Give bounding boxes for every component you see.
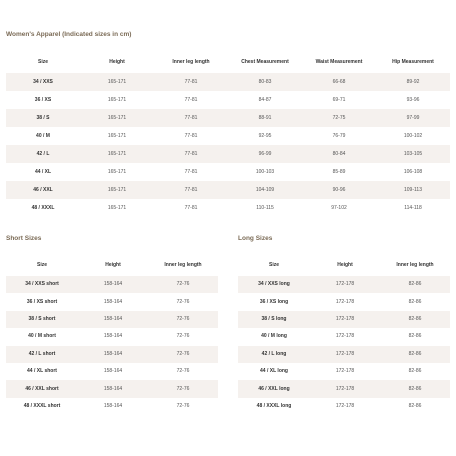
table-cell: 77-81 (154, 127, 228, 145)
table-row (6, 328, 218, 345)
column-header: Size (6, 255, 78, 276)
size-cell: 34 / XXS (6, 73, 80, 91)
table-cell: 158-164 (78, 293, 148, 310)
table-row (238, 346, 450, 363)
table-cell: 90-96 (302, 181, 376, 199)
size-cell: 36 / XS short (6, 293, 78, 310)
table-cell: 165-171 (80, 109, 154, 127)
short-size-table (6, 255, 218, 415)
table-cell: 100-103 (228, 163, 302, 181)
size-cell: 36 / XS (6, 91, 80, 109)
table-cell: 77-81 (154, 109, 228, 127)
table-cell: 77-81 (154, 91, 228, 109)
long-sizes-title: Long Sizes (238, 235, 273, 242)
table-cell: 84-87 (228, 91, 302, 109)
table-cell: 80-84 (302, 145, 376, 163)
table-cell: 82-86 (380, 380, 450, 397)
table-cell: 172-178 (310, 311, 380, 328)
table-row (6, 91, 450, 109)
table-row (6, 276, 218, 293)
table-row (6, 380, 218, 397)
table-row (6, 145, 450, 163)
table-cell: 89-92 (376, 73, 450, 91)
size-cell: 38 / S (6, 109, 80, 127)
column-header: Height (78, 255, 148, 276)
table-row (6, 363, 218, 380)
table-cell: 72-75 (302, 109, 376, 127)
table-cell: 172-178 (310, 276, 380, 293)
table-cell: 103-105 (376, 145, 450, 163)
table-cell: 76-79 (302, 127, 376, 145)
table-cell: 72-76 (148, 363, 218, 380)
size-cell: 34 / XXS short (6, 276, 78, 293)
long-table-body (238, 276, 450, 415)
column-header: Size (6, 51, 80, 73)
size-cell: 42 / L short (6, 346, 78, 363)
table-cell: 165-171 (80, 145, 154, 163)
table-cell: 165-171 (80, 199, 154, 217)
size-cell: 46 / XXL (6, 181, 80, 199)
short-table-body (6, 276, 218, 415)
table-row (238, 363, 450, 380)
column-header: Size (238, 255, 310, 276)
table-cell: 106-108 (376, 163, 450, 181)
table-row (238, 276, 450, 293)
table-cell: 77-81 (154, 145, 228, 163)
table-cell: 88-91 (228, 109, 302, 127)
table-row (6, 293, 218, 310)
table-row (238, 380, 450, 397)
size-cell: 40 / M short (6, 328, 78, 345)
table-row (238, 398, 450, 415)
size-cell: 36 / XS long (238, 293, 310, 310)
table-cell: 72-76 (148, 311, 218, 328)
column-header: Inner leg length (154, 51, 228, 73)
table-row (6, 346, 218, 363)
size-cell: 48 / XXXL long (238, 398, 310, 415)
table-cell: 69-71 (302, 91, 376, 109)
table-cell: 77-81 (154, 163, 228, 181)
column-header: Inner leg length (380, 255, 450, 276)
table-cell: 109-113 (376, 181, 450, 199)
table-cell: 77-81 (154, 73, 228, 91)
table-row (6, 181, 450, 199)
table-cell: 66-68 (302, 73, 376, 91)
column-header: Inner leg length (148, 255, 218, 276)
table-cell: 172-178 (310, 346, 380, 363)
column-header: Waist Measurement (302, 51, 376, 73)
table-cell: 165-171 (80, 181, 154, 199)
table-cell: 82-86 (380, 398, 450, 415)
table-cell: 72-76 (148, 276, 218, 293)
table-row (238, 293, 450, 310)
size-cell: 44 / XL short (6, 363, 78, 380)
size-cell: 42 / L (6, 145, 80, 163)
table-cell: 85-89 (302, 163, 376, 181)
table-cell: 165-171 (80, 73, 154, 91)
table-cell: 82-86 (380, 346, 450, 363)
table-cell: 165-171 (80, 127, 154, 145)
column-header: Chest Measurement (228, 51, 302, 73)
table-cell: 172-178 (310, 363, 380, 380)
table-cell: 172-178 (310, 293, 380, 310)
table-cell: 72-76 (148, 398, 218, 415)
size-cell: 40 / M (6, 127, 80, 145)
table-cell: 82-86 (380, 276, 450, 293)
size-cell: 38 / S long (238, 311, 310, 328)
table-cell: 97-102 (302, 199, 376, 217)
table-row (6, 311, 218, 328)
women-table-body (6, 73, 450, 217)
table-cell: 110-115 (228, 199, 302, 217)
women-apparel-title: Women's Apparel (Indicated sizes in cm) (6, 31, 132, 38)
table-cell: 82-86 (380, 311, 450, 328)
table-row (238, 328, 450, 345)
table-row (238, 311, 450, 328)
table-cell: 165-171 (80, 163, 154, 181)
table-cell: 72-76 (148, 293, 218, 310)
column-header: Hip Measurement (376, 51, 450, 73)
table-cell: 172-178 (310, 398, 380, 415)
short-header-row (6, 255, 218, 276)
table-cell: 114-118 (376, 199, 450, 217)
table-cell: 92-95 (228, 127, 302, 145)
table-cell: 158-164 (78, 276, 148, 293)
table-cell: 172-178 (310, 328, 380, 345)
table-cell: 77-81 (154, 199, 228, 217)
table-cell: 158-164 (78, 363, 148, 380)
size-cell: 48 / XXXL (6, 199, 80, 217)
column-header: Height (310, 255, 380, 276)
table-cell: 82-86 (380, 293, 450, 310)
size-cell: 48 / XXXL short (6, 398, 78, 415)
table-row (6, 199, 450, 217)
women-size-table (6, 51, 450, 217)
table-cell: 158-164 (78, 328, 148, 345)
size-cell: 46 / XXL short (6, 380, 78, 397)
size-cell: 44 / XL long (238, 363, 310, 380)
table-cell: 82-86 (380, 363, 450, 380)
table-cell: 100-102 (376, 127, 450, 145)
table-cell: 72-76 (148, 346, 218, 363)
size-cell: 34 / XXS long (238, 276, 310, 293)
table-cell: 158-164 (78, 398, 148, 415)
table-cell: 80-83 (228, 73, 302, 91)
table-cell: 72-76 (148, 328, 218, 345)
table-cell: 82-86 (380, 328, 450, 345)
size-cell: 44 / XL (6, 163, 80, 181)
table-cell: 72-76 (148, 380, 218, 397)
size-cell: 46 / XXL long (238, 380, 310, 397)
table-cell: 158-164 (78, 346, 148, 363)
short-sizes-title: Short Sizes (6, 235, 42, 242)
size-cell: 40 / M long (238, 328, 310, 345)
column-header: Height (80, 51, 154, 73)
long-size-table (238, 255, 450, 415)
table-row (6, 109, 450, 127)
table-cell: 158-164 (78, 311, 148, 328)
table-cell: 165-171 (80, 91, 154, 109)
table-cell: 104-109 (228, 181, 302, 199)
table-row (6, 127, 450, 145)
table-row (6, 398, 218, 415)
long-header-row (238, 255, 450, 276)
table-cell: 158-164 (78, 380, 148, 397)
table-cell: 93-96 (376, 91, 450, 109)
size-cell: 38 / S short (6, 311, 78, 328)
table-row (6, 73, 450, 91)
table-cell: 172-178 (310, 380, 380, 397)
table-cell: 77-81 (154, 181, 228, 199)
size-cell: 42 / L long (238, 346, 310, 363)
table-cell: 96-99 (228, 145, 302, 163)
women-header-row (6, 51, 450, 73)
table-row (6, 163, 450, 181)
table-cell: 97-99 (376, 109, 450, 127)
